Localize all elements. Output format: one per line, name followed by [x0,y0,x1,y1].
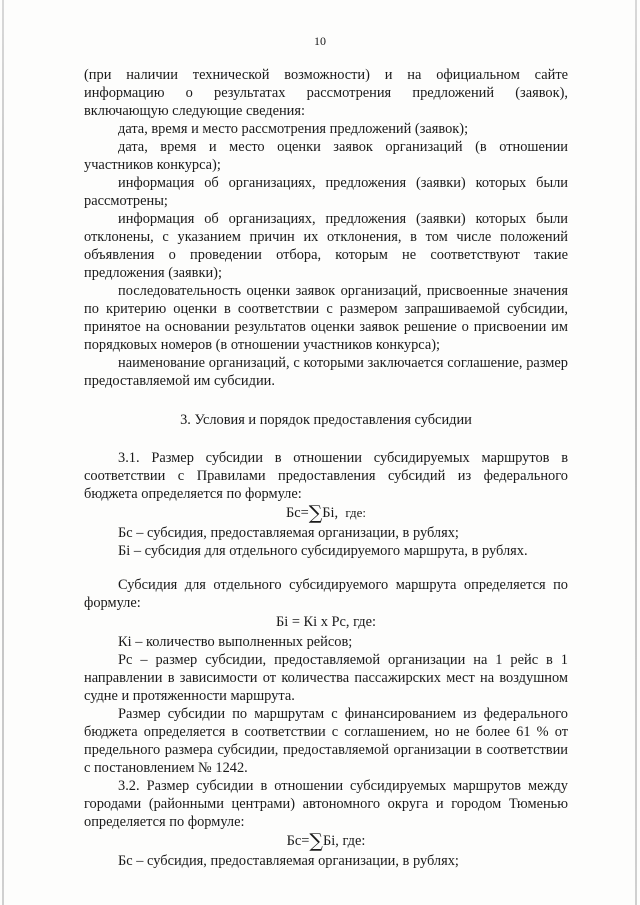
list-item: дата, время и место оценки заявок организаций (в отношении участников конкурса); [84,139,568,173]
section-heading: 3. Условия и порядок предоставления субсидии [180,412,472,428]
formula [84,504,568,522]
formula-term: Бi, [322,505,339,521]
paragraph: 3.2. Размер субсидии в отношении субсидируемых маршрутов между городами (районными центрами) автономного округа и городом Тюменью определяется по формуле: [84,778,568,830]
definition: Бс – субсидия, предоставляемая организации, в рублях; [118,853,459,869]
definition: Бс – субсидия, предоставляемая организации, в рублях; [118,525,459,541]
formula: Бi = Кi х Рс, где: [275,614,377,630]
list-item: информация об организациях, предложения (заявки) которых были отклонены, с указанием причин их отклонения, в том числе положений объявления о проведении отбора, которым не соответствуют такие предложения (заявки); [84,211,568,281]
document-body [84,66,568,870]
paragraph: Субсидия для отдельного субсидируемого маршрута определяется по формуле: [84,577,568,611]
sigma-symbol: ∑ [308,502,323,524]
page-number: 10 [314,34,326,48]
definition: Кi – количество выполненных рейсов; [118,634,353,650]
formula-where: где: [345,505,367,520]
formula-lhs: Бс= [285,505,309,521]
list-item: дата, время и место рассмотрения предложений (заявок); [118,121,469,137]
list-item: последовательность оценки заявок организаций, присвоенные значения по критерию оценки в соответствии с размером запрашиваемой субсидии, принятое на основании результатов оценки заявок решение о присвоении им порядковых номеров (в отношении участников конкурса); [84,283,568,353]
paragraph: (при наличии технической возможности) и на официальном сайте информацию о результатах рассмотрения предложений (заявок), включающую следующие сведения: [84,67,568,119]
formula-term: Бi, где: [323,833,366,849]
formula-lhs: Бс= [286,833,310,849]
definition: Бi – субсидия для отдельного субсидируемого маршрута, в рублях. [118,543,528,559]
sigma-symbol: ∑ [309,830,323,852]
list-item: информация об организациях, предложения (заявки) которых были рассмотрены; [84,175,568,209]
definition: Рс – размер субсидии, предоставляемой организации на 1 рейс в 1 направлении в зависимости от количества пассажирских мест на воздушном судне и протяженности маршрута. [84,652,568,704]
list-item: наименование организаций, с которыми заключается соглашение, размер предоставляемой им субсидии. [84,355,568,389]
paragraph: 3.1. Размер субсидии в отношении субсидируемых маршрутов в соответствии с Правилами предоставления субсидий из федерального бюджета определяется по формуле: [84,450,568,502]
scan-edge-right [635,0,637,905]
formula [84,832,568,850]
paragraph: Размер субсидии по маршрутам с финансированием из федерального бюджета определяется в соответствии с соглашением, но не более 61 % от предельного размера субсидии, предоставляемой организации в соответствии с постановлением № 1242. [84,706,568,776]
scan-edge-left [2,0,4,905]
